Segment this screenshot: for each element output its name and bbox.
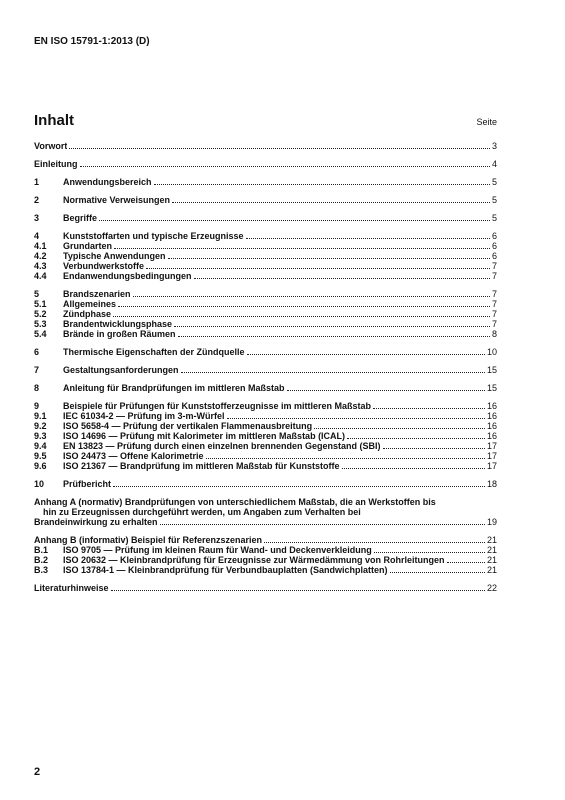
toc-number: 1 [34,177,40,187]
toc-page: 7 [491,299,497,309]
toc-entry-9-1[interactable] [34,411,497,421]
leader-dots [160,523,485,525]
leader-dots [247,353,485,355]
toc-entry-4-4[interactable] [34,271,497,281]
toc-page: 17 [486,441,497,451]
toc-number: 2 [34,195,40,205]
toc-entry-b-1[interactable] [34,545,497,555]
toc-page: 7 [491,319,497,329]
toc-page: 19 [486,517,497,527]
leader-dots [264,541,485,543]
toc-entry-5-4[interactable] [34,329,497,339]
toc-number: 5 [34,289,40,299]
toc-page: 16 [486,421,497,431]
leader-dots [99,219,490,221]
toc-label: Verbundwerkstoffe [63,261,145,271]
toc-page: 8 [491,329,497,339]
toc-label-line: Brandeinwirkung zu erhalten [34,517,158,527]
toc-label: Einleitung [34,159,78,169]
toc-page: 6 [491,241,497,251]
toc-number: 3 [34,213,40,223]
leader-dots [80,165,490,167]
toc-page: 7 [491,261,497,271]
toc-number: 8 [34,383,40,393]
toc-entry-9-6[interactable] [34,461,497,471]
toc-label: Anleitung für Brandprüfungen im mittleren Maßstab [63,383,285,393]
toc-label: ISO 14696 — Prüfung mit Kalorimeter im mittleren Maßstab (ICAL) [63,431,346,441]
toc-entry-b-2[interactable] [34,555,497,565]
toc-page: 17 [486,451,497,461]
leader-dots [133,295,490,297]
leader-dots [246,237,490,239]
toc-label: Vorwort [34,141,68,151]
toc-number: 5.4 [34,329,47,339]
toc-number: 4.1 [34,241,47,251]
toc-entry-3[interactable] [34,213,497,223]
leader-dots [113,485,485,487]
toc-page: 5 [491,195,497,205]
leader-dots [342,467,485,469]
leader-dots [113,315,490,317]
toc-entry-4-3[interactable] [34,261,497,271]
toc-number: 5.3 [34,319,47,329]
toc-page: 5 [491,213,497,223]
leader-dots [374,551,485,553]
toc-label: Grundarten [63,241,113,251]
toc-number: 9 [34,401,40,411]
toc-label: Begriffe [63,213,98,223]
leader-dots [314,427,485,429]
toc-number: 9.1 [34,411,47,421]
toc-page: 21 [486,555,497,565]
toc-label: ISO 5658-4 — Prüfung der vertikalen Flammenausbreitung [63,421,313,431]
toc-label: Gestaltungsanforderungen [63,365,179,375]
toc-entry-vorwort[interactable] [34,141,497,151]
toc-label: Typische Anwendungen [63,251,166,261]
toc-number: 5.2 [34,309,47,319]
toc-number: 4.3 [34,261,47,271]
leader-dots [194,277,490,279]
leader-dots [383,447,485,449]
toc-page: 18 [486,479,497,489]
toc-number: 5.1 [34,299,47,309]
toc-entry-4-1[interactable] [34,241,497,251]
toc-page: 16 [486,411,497,421]
toc-page: 17 [486,461,497,471]
toc-label: Brände in großen Räumen [63,329,176,339]
toc-number: 6 [34,347,40,357]
document-header: EN ISO 15791-1:2013 (D) [34,36,150,47]
toc-page: 6 [491,251,497,261]
toc-label: ISO 13784-1 — Kleinbrandprüfung für Verbundbauplatten (Sandwichplatten) [63,565,388,575]
leader-dots [287,389,485,391]
toc-page: 7 [491,271,497,281]
toc-label: Thermische Eigenschaften der Zündquelle [63,347,245,357]
toc-label: ISO 9705 — Prüfung im kleinen Raum für Wand- und Deckenverkleidung [63,545,372,555]
toc-number: B.1 [34,545,49,555]
toc-page: 10 [486,347,497,357]
toc-page: 16 [486,401,497,411]
toc-label: Anwendungsbereich [63,177,152,187]
toc-label: Brandentwicklungsphase [63,319,173,329]
toc-entry-5-1[interactable] [34,299,497,309]
table-of-contents [34,141,497,593]
page-column-label: Seite [476,117,497,127]
toc-label: ISO 20632 — Kleinbrandprüfung für Erzeugnisse zur Wärmedämmung von Rohrleitungen [63,555,445,565]
toc-label: Beispiele für Prüfungen für Kunststofferzeugnisse im mittleren Maßstab [63,401,372,411]
leader-dots [390,571,485,573]
toc-label: ISO 24473 — Offene Kalorimetrie [63,451,204,461]
toc-page: 4 [491,159,497,169]
leader-dots [146,267,490,269]
leader-dots [69,147,490,149]
page-title: Inhalt [34,112,74,129]
toc-entry-annex-b[interactable] [34,535,497,545]
leader-dots [114,247,490,249]
toc-label: Allgemeines [63,299,117,309]
toc-label: Anhang B (informativ) Beispiel für Referenzszenarien [34,535,263,545]
toc-entry-4-2[interactable] [34,251,497,261]
leader-dots [347,437,485,439]
toc-entry-einleitung[interactable] [34,159,497,169]
toc-entry-9-2[interactable] [34,421,497,431]
leader-dots [373,407,485,409]
toc-entry-5-2[interactable] [34,309,497,319]
toc-page: 16 [486,431,497,441]
leader-dots [172,201,490,203]
toc-label: Zündphase [63,309,112,319]
toc-page: 7 [491,289,497,299]
toc-number: 9.5 [34,451,47,461]
toc-entry-8[interactable] [34,383,497,393]
toc-number: 7 [34,365,40,375]
leader-dots [447,561,485,563]
toc-entry-annex-a[interactable] [34,497,497,527]
toc-entry-literaturhinweise[interactable] [34,583,497,593]
leader-dots [227,417,485,419]
toc-page: 21 [486,535,497,545]
toc-label: Prüfbericht [63,479,112,489]
toc-entry-5-3[interactable] [34,319,497,329]
toc-entry-9[interactable] [34,401,497,411]
toc-entry-10[interactable] [34,479,497,489]
toc-entry-1[interactable] [34,177,497,187]
leader-dots [178,335,490,337]
toc-number: B.3 [34,565,49,575]
toc-label-line: Anhang A (normativ) Brandprüfungen von unterschiedlichem Maßstab, die an Werkstoffen bis [34,497,436,507]
toc-label: EN 13823 — Prüfung durch einen einzelnen brennenden Gegenstand (SBI) [63,441,381,451]
toc-entry-b-3[interactable] [34,565,497,575]
toc-number: 4.2 [34,251,47,261]
leader-dots [206,457,485,459]
toc-number: 9.4 [34,441,47,451]
leader-dots [154,183,490,185]
toc-number: 9.6 [34,461,47,471]
toc-entry-2[interactable] [34,195,497,205]
toc-number: 9.2 [34,421,47,431]
toc-label: IEC 61034-2 — Prüfung im 3-m-Würfel [63,411,225,421]
toc-label: Endanwendungsbedingungen [63,271,192,281]
toc-label-line: hin zu Erzeugnissen durchgeführt werden, um Angaben zum Verhalten bei [43,507,361,517]
leader-dots [181,371,485,373]
toc-entry-9-4[interactable] [34,441,497,451]
toc-page: 15 [486,365,497,375]
page-number: 2 [34,766,41,778]
leader-dots [118,305,490,307]
toc-label: Brandszenarien [63,289,131,299]
toc-label: Kunststoffarten und typische Erzeugnisse [63,231,244,241]
toc-number: 9.3 [34,431,47,441]
toc-label: Normative Verweisungen [63,195,171,205]
toc-page: 3 [491,141,497,151]
toc-number: 4 [34,231,40,241]
toc-entry-7[interactable] [34,365,497,375]
toc-entry-6[interactable] [34,347,497,357]
leader-dots [111,589,485,591]
toc-label: ISO 21367 — Brandprüfung im mittleren Maßstab für Kunststoffe [63,461,340,471]
toc-entry-5[interactable] [34,289,497,299]
toc-entry-4[interactable] [34,231,497,241]
toc-page: 21 [486,565,497,575]
toc-page: 15 [486,383,497,393]
toc-entry-9-3[interactable] [34,431,497,441]
toc-page: 22 [486,583,497,593]
toc-number: 4.4 [34,271,47,281]
toc-page: 5 [491,177,497,187]
toc-label: Literaturhinweise [34,583,109,593]
toc-page: 6 [491,231,497,241]
leader-dots [168,257,490,259]
toc-page: 7 [491,309,497,319]
toc-entry-9-5[interactable] [34,451,497,461]
toc-number: 10 [34,479,45,489]
toc-number: B.2 [34,555,49,565]
leader-dots [174,325,490,327]
toc-page: 21 [486,545,497,555]
